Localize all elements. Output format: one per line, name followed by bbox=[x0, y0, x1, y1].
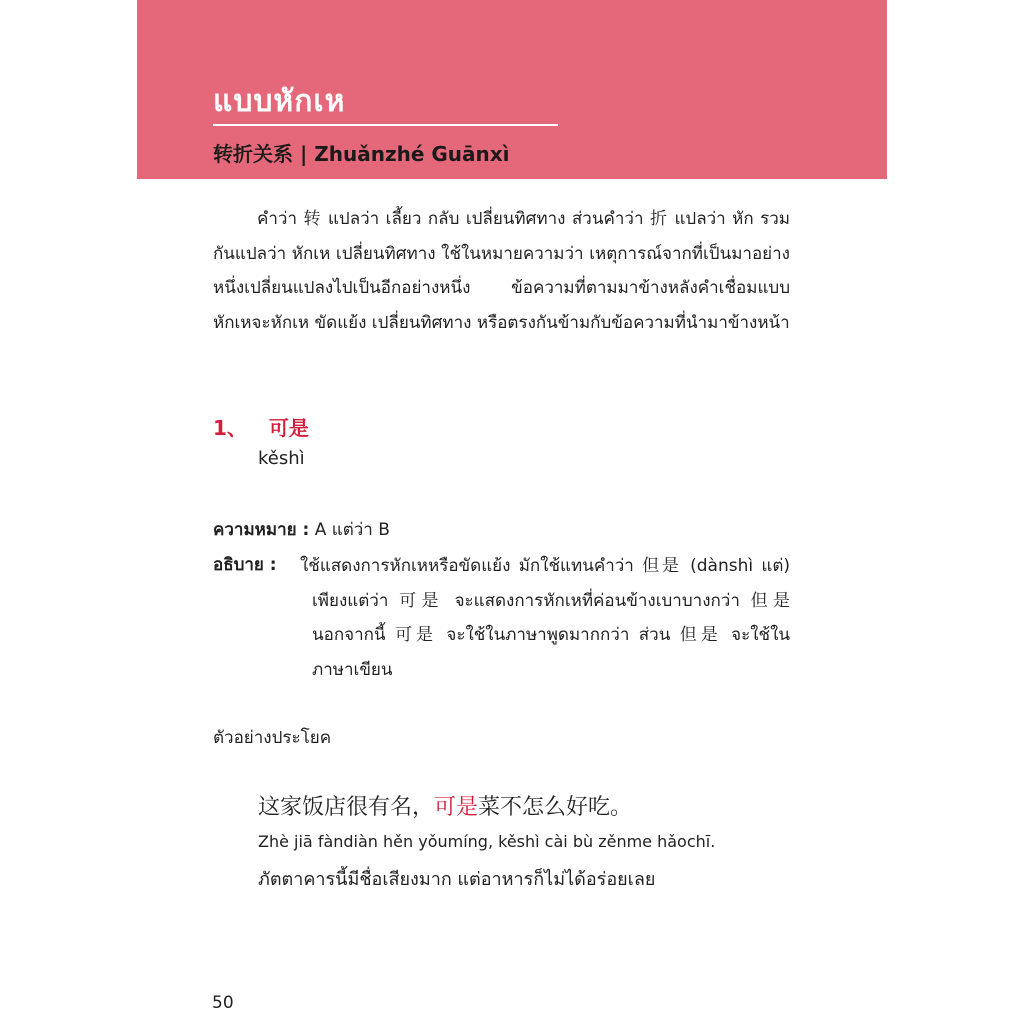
explain-text: ใช้แสดงการหักเหหรือขัดแย้ง มักใช้แทนคำว่า 但是 (dànshì แต่) เพียงแต่ว่า 可是 จะแสดงการหักเหที่ค่อนข้างเบาบางกว่า 但是 นอกจากนี้ 可是 จะใช้ในภาษาพูดมากกว่า ส่วน 但是 จะใช้ในภาษาเขียน bbox=[300, 556, 790, 680]
example-cn-after: 菜不怎么好吃。 bbox=[478, 795, 633, 820]
item-word: 可是 bbox=[268, 416, 309, 440]
example-cn-highlight: 可是 bbox=[434, 795, 479, 820]
title-underline bbox=[213, 124, 558, 126]
example-label: ตัวอย่างประโยค bbox=[213, 728, 332, 748]
chapter-header bbox=[137, 0, 887, 179]
intro-paragraph: คำว่า 转 แปลว่า เลี้ยว กลับ เปลี่ยนทิศทาง ส่วนคำว่า 折 แปลว่า หัก รวมกันแปลว่า หักเห เปลี่ยนทิศทาง ใช้ในหมายความว่า เหตุการณ์จากที่เป็นมาอย่างหนึ่งเปลี่ยนแปลงไปเป็นอีกอย่างหนึ่ง ข้อความที่ตามมาข้างหลังคำเชื่อมแบบหักเหจะหักเห ขัดแย้ง เปลี่ยนทิศทาง หรือตรงกันข้ามกับข้อความที่นำมาข้างหน้า bbox=[213, 209, 790, 333]
page-number: 50 bbox=[212, 993, 234, 1013]
example-cn-before: 这家饭店很有名， bbox=[258, 795, 435, 820]
example-thai: ภัตตาคารนี้มีชื่อเสียงมาก แต่อาหารก็ไม่ได้อร่อยเลย bbox=[258, 869, 656, 890]
meaning-line bbox=[213, 516, 390, 543]
item-pinyin: kěshì bbox=[258, 448, 305, 469]
example-chinese bbox=[258, 790, 632, 821]
chapter-subtitle: 转折关系 | Zhuǎnzhé Guānxì bbox=[213, 142, 510, 166]
example-pinyin: Zhè jiā fàndiàn hěn yǒumíng, kěshì cài bù zěnme hǎochī. bbox=[258, 832, 716, 851]
item-number: 1、 bbox=[213, 416, 247, 440]
explain-label: อธิบาย : bbox=[213, 555, 277, 575]
chapter-title: แบบหักเห bbox=[213, 84, 346, 119]
meaning-label: ความหมาย : bbox=[213, 520, 310, 540]
item-heading bbox=[213, 412, 309, 441]
meaning-text: A แต่ว่า B bbox=[314, 520, 390, 540]
